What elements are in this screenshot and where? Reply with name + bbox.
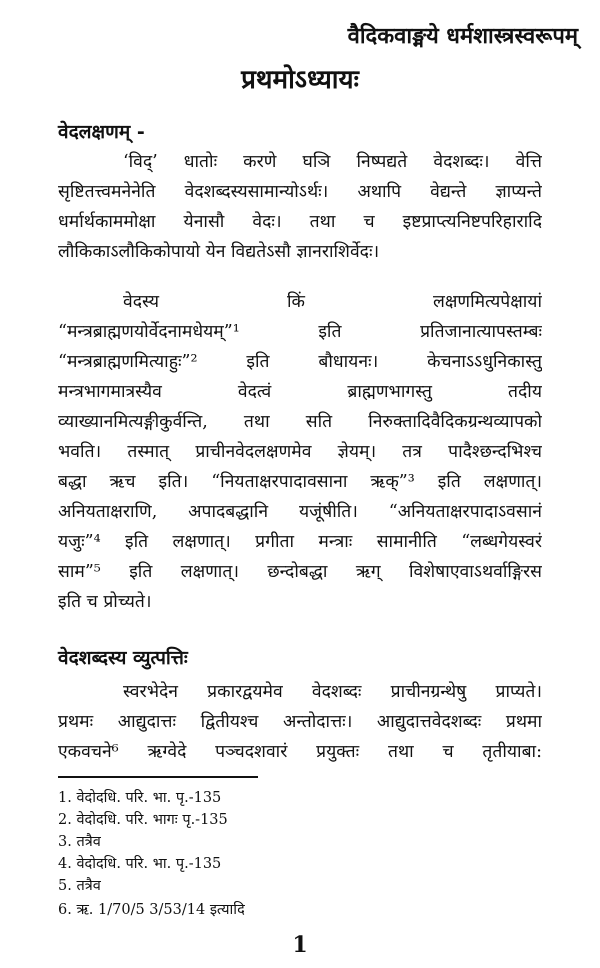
footnote: 3. तत्रैव xyxy=(58,834,101,850)
section-heading-etymology: वेदशब्दस्य व्युत्पत्तिः xyxy=(58,647,188,669)
body-line: साम”⁵ इति लक्षणात्। छन्दोबद्धा ऋग् विशेषाएवाऽथर्वाङ्गिरस xyxy=(58,562,542,582)
running-head: वैदिकवाङ्मये धर्मशास्त्रस्वरूपम् xyxy=(347,24,578,49)
body-line: सृष्टितत्त्वमनेनेति वेदशब्दस्यसामान्योऽर्थः। अथापि वेद्यन्ते ज्ञाप्यन्ते xyxy=(58,182,542,202)
body-line: मन्त्रभागमात्रस्यैव वेदत्वं ब्राह्मणभागस्तु तदीय xyxy=(58,382,542,402)
footnote: 1. वेदोदधि. परि. भा. पृ.-135 xyxy=(58,790,222,806)
footnote: 5. तत्रैव xyxy=(58,878,101,894)
body-line: ‘विद्’ धातोः करणे घञि निष्पद्यते वेदशब्दः। वेत्ति xyxy=(123,152,542,172)
body-line: वेदस्य किं लक्षणमित्यपेक्षायां xyxy=(123,292,542,312)
body-line: बद्धा ऋच इति। “नियताक्षरपादावसाना ऋक्”³ इति लक्षणात्। xyxy=(58,472,542,492)
footnote: 4. वेदोदधि. परि. भा. पृ.-135 xyxy=(58,856,222,872)
body-line: अनियताक्षराणि, अपादबद्धानि यजूंषीति। “अनियताक्षरपादाऽवसानं xyxy=(58,502,542,522)
body-line: “मन्त्रब्राह्मणमित्याहुः”² इति बौधायनः। केचनाऽऽधुनिकास्तु xyxy=(58,352,542,372)
footnote: 6. ऋ. 1/70/5 3/53/14 इत्यादि xyxy=(58,902,245,918)
body-line: धर्मार्थकाममोक्षा येनासौ वेदः। तथा च इष्टप्राप्त्यनिष्टपरिहारादि xyxy=(58,212,542,232)
body-line: यजुः”⁴ इति लक्षणात्। प्रगीता मन्त्राः सामानीति “लब्धगेयस्वरं xyxy=(58,532,542,552)
section-heading-veda-lakshanam: वेदलक्षणम् - xyxy=(58,121,145,143)
body-line: प्रथमः आद्युदात्तः द्वितीयश्च अन्तोदात्तः। आद्युदात्तवेदशब्दः प्रथमा xyxy=(58,712,542,732)
page-number: 1 xyxy=(292,932,308,958)
chapter-title: प्रथमोऽध्यायः xyxy=(241,65,359,95)
body-line: स्वरभेदेन प्रकारद्वयमेव वेदशब्दः प्राचीनग्रन्थेषु प्राप्यते। xyxy=(123,682,542,702)
footnote-rule xyxy=(58,776,258,778)
footnote: 2. वेदोदधि. परि. भागः पृ.-135 xyxy=(58,812,228,828)
body-line: एकवचने⁶ ऋग्वेदे पञ्चदशवारं प्रयुक्तः तथा च तृतीयाबा: xyxy=(58,742,542,762)
body-line: इति च प्रोच्यते। xyxy=(58,592,152,612)
body-line: लौकिकाऽलौकिकोपायो येन विद्यतेऽसौ ज्ञानराशिर्वेदः। xyxy=(58,242,380,262)
body-line: व्याख्यानमित्यङ्गीकुर्वन्ति, तथा सति निरुक्तादिवैदिकग्रन्थव्यापको xyxy=(58,412,542,432)
body-line: भवति। तस्मात् प्राचीनवेदलक्षणमेव ज्ञेयम्। तत्र पादैश्छन्दभिश्च xyxy=(58,442,542,462)
body-line: “मन्त्रब्राह्मणयोर्वेदनामधेयम्”¹ इति प्रतिजानात्यापस्तम्बः xyxy=(58,322,542,342)
